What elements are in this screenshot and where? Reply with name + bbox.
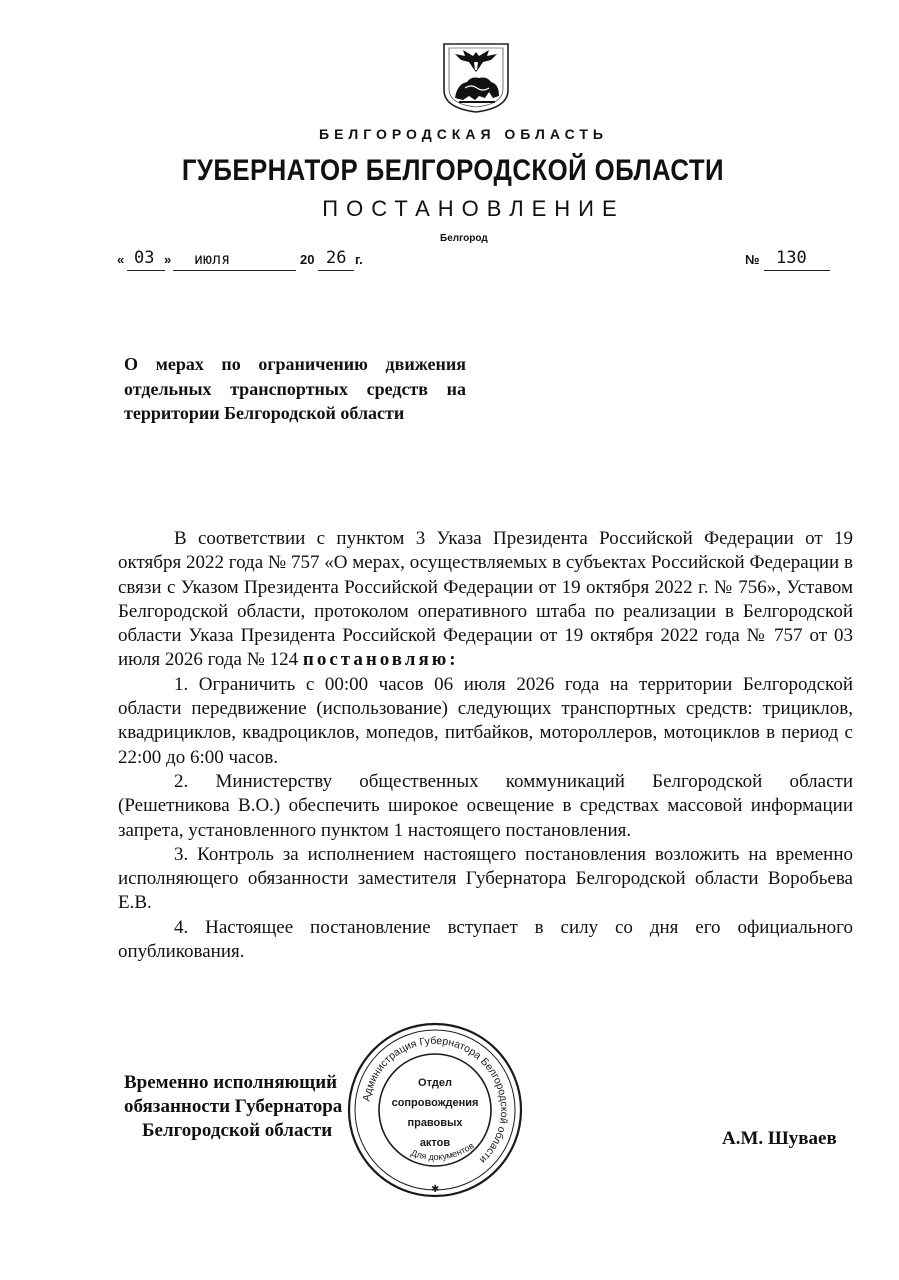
stamp-inner-line: сопровождения bbox=[391, 1097, 479, 1109]
list-item: 3. Контроль за исполнением настоящего постановления возложить на временно исполняющего обязанности заместителя Губернатора Белгородской области Воробьева Е.В. bbox=[118, 843, 853, 914]
document-number: 130 bbox=[776, 248, 807, 268]
stamp-inner-line: актов bbox=[419, 1137, 451, 1149]
document-type-heading: ПОСТАНОВЛЕНИЕ bbox=[322, 196, 625, 221]
stamp-ring-text: Администрация Губернатора Белгородской области bbox=[360, 1034, 511, 1166]
signatory-title bbox=[124, 1071, 342, 1143]
document-subject: О мерах по ограничению движения отдельных транспортных средств на территории Белгородской области bbox=[124, 354, 466, 423]
list-item: 1. Ограничить с 00:00 часов 06 июля 2026 года на территории Белгородской области передвижение (использование) следующих транспортных средств: трициклов, квадрициклов, квадроциклов, мопедов, питбайков, мотороллеров, мотоциклов в период с 22:00 до 6:00 часов. bbox=[118, 673, 853, 768]
coat-of-arms-icon bbox=[441, 42, 511, 114]
signatory-title-line: Временно исполняющий bbox=[124, 1072, 338, 1093]
decree-colon: : bbox=[449, 649, 456, 671]
official-stamp bbox=[345, 1020, 525, 1200]
signatory-title-line: обязанности Губернатора bbox=[124, 1096, 343, 1117]
list-item: 4. Настоящее постановление вступает в силу со дня его официального опубликования. bbox=[118, 916, 853, 963]
date-open-quote: « bbox=[117, 252, 125, 267]
number-label: № bbox=[745, 252, 760, 267]
preamble-text: В соответствии с пунктом 3 Указа Президента Российской Федерации от 19 октября 2022 года № 757 «О мерах, осуществляемых в субъектах Российской Федерации в связи с Указом Президента Российской Федерации от 19 октября 2022 г. № 756», Уставом Белгородской области, протоколом оперативного штаба по реализации в Белгородской области Указа Президента Российской Федерации от 19 октября 2022 года № 757 от 03 июля 2026 года № 124 bbox=[118, 528, 853, 671]
decree-word: постановляю bbox=[302, 649, 450, 671]
date-day: 03 bbox=[134, 248, 155, 268]
date-month: июля bbox=[194, 250, 231, 268]
signatory-title-line: Белгородской области bbox=[142, 1120, 333, 1141]
governor-heading: ГУБЕРНАТОР БЕЛГОРОДСКОЙ ОБЛАСТИ bbox=[181, 154, 725, 187]
document-body bbox=[118, 527, 853, 964]
signatory-name: А.М. Шуваев bbox=[722, 1128, 837, 1149]
list-item: 2. Министерству общественных коммуникаций Белгородской области (Решетникова В.О.) обеспечить широкое освещение в средствах массовой информации запрета, установленного пунктом 1 настоящего постановления. bbox=[118, 770, 853, 841]
city-label: Белгород bbox=[440, 233, 488, 244]
preamble-paragraph bbox=[118, 527, 853, 673]
date-year: 26 bbox=[326, 248, 347, 268]
date-century: 20 bbox=[300, 252, 315, 267]
stamp-bottom-text: Для документов bbox=[409, 1140, 476, 1163]
stamp-inner-line: Отдел bbox=[418, 1077, 452, 1089]
region-heading: БЕЛГОРОДСКАЯ ОБЛАСТЬ bbox=[319, 126, 608, 142]
stamp-star-icon: ✱ bbox=[431, 1184, 440, 1195]
date-close-quote: » bbox=[164, 252, 172, 267]
date-year-suffix: г. bbox=[355, 252, 363, 267]
stamp-inner-line: правовых bbox=[407, 1117, 463, 1129]
